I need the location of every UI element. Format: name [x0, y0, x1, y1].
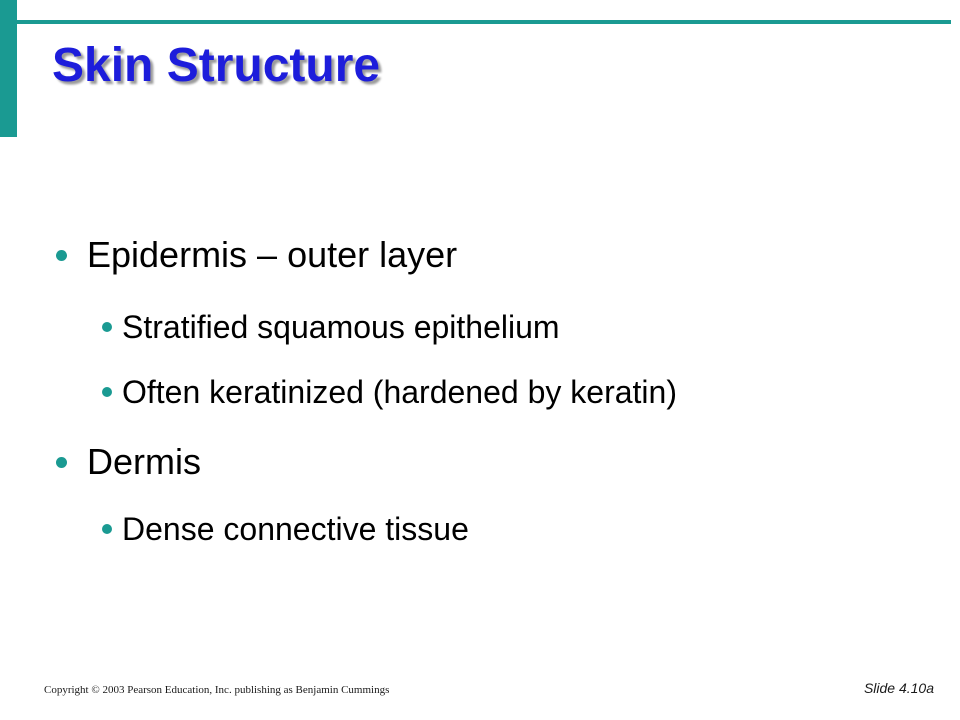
slide-title: Skin Structure [52, 39, 381, 92]
bullet-text: Dermis [87, 441, 201, 482]
sub-bullet-stratified [102, 307, 560, 347]
bullet-dot-icon [102, 322, 112, 332]
accent-bar-horizontal [17, 20, 951, 24]
bullet-text: Dense connective tissue [122, 510, 469, 547]
bullet-text: Often keratinized (hardened by keratin) [122, 373, 677, 410]
sub-bullet-keratinized [102, 372, 677, 412]
sub-bullet-connective [102, 509, 469, 549]
bullet-dot-icon [56, 250, 67, 261]
bullet-dot-icon [102, 524, 112, 534]
accent-bar-vertical [0, 0, 17, 137]
bullet-text: Epidermis – outer layer [87, 234, 458, 275]
slide-number: Slide 4.10a [863, 680, 934, 696]
bullet-dot-icon [102, 387, 112, 397]
copyright-notice: Copyright © 2003 Pearson Education, Inc. publishing as Benjamin Cummings [44, 684, 390, 696]
bullet-text: Stratified squamous epithelium [122, 308, 560, 345]
bullet-epidermis [50, 233, 457, 277]
bullet-dot-icon [56, 457, 67, 468]
bullet-dermis [50, 440, 201, 484]
